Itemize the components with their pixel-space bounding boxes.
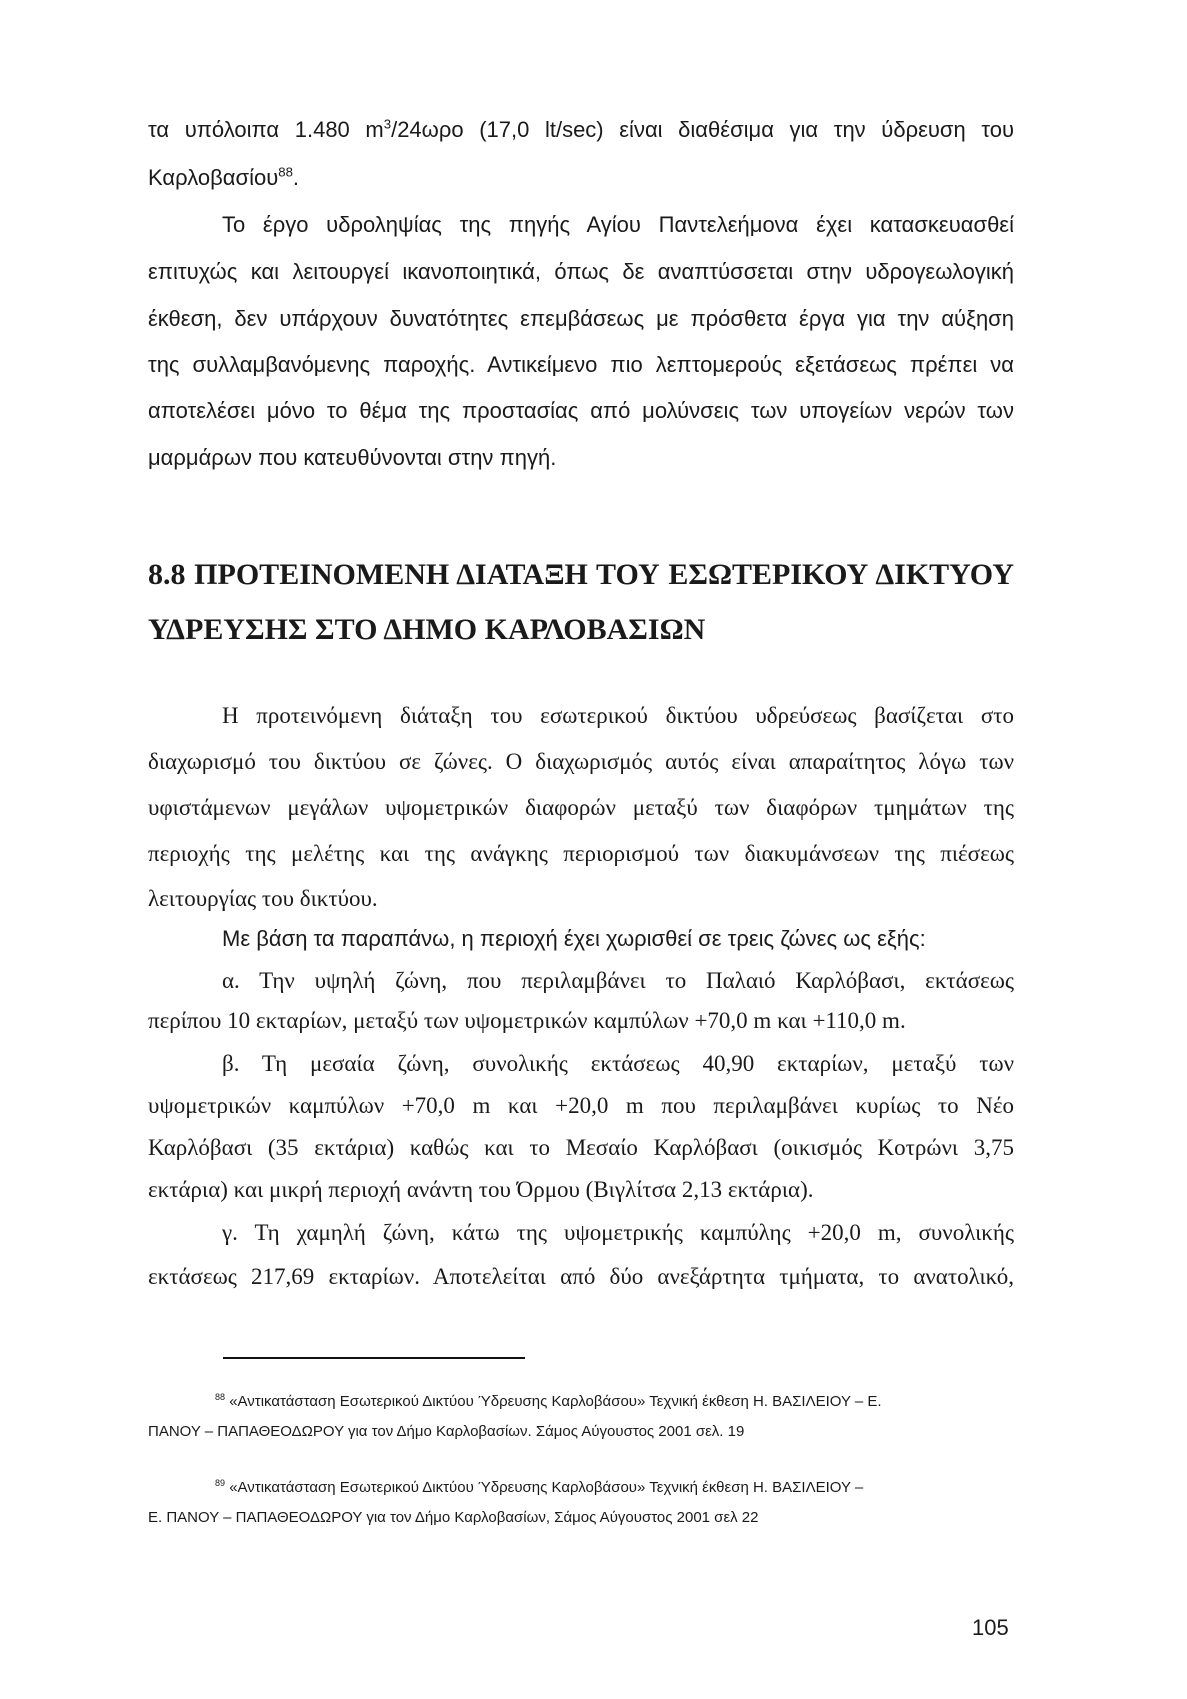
paragraph-line: Το έργο υδροληψίας της πηγής Αγίου Παντελεήμονα έχει κατασκευασθεί	[222, 212, 1014, 237]
list-item-c: γ. Τη χαμηλή ζώνη, κάτω της υψομετρικής καμπύλης +20,0 m, συνολικής	[222, 1220, 1014, 1245]
body-line: υφιστάμενων μεγάλων υψομετρικών διαφορών μεταξύ των διαφόρων τμημάτων της	[148, 795, 1014, 820]
list-item-a: α. Την υψηλή ζώνη, που περιλαμβάνει το Παλαιό Καρλόβασι, εκτάσεως	[222, 968, 1014, 993]
page-number: 105	[972, 1615, 1009, 1640]
body-line: υψομετρικών καμπύλων +70,0 m και +20,0 m που περιλαμβάνει κυρίως το Νέο	[148, 1093, 1014, 1118]
body-line: διαχωρισμό του δικτύου σε ζώνες. Ο διαχωρισμός αυτός είναι απαραίτητος λόγω των	[148, 749, 1014, 774]
footnote-ref-88: 88	[278, 164, 293, 180]
footnote-89: $^{89}$ «Αντικατάσταση Εσωτερικού Δικτύου Ύδρευσης Καρλοβάσου» Τεχνική έκθεση Η. ΒΑΣΙΛΕΙΟΥ –	[215, 1478, 864, 1496]
section-heading: 8.8 ΠΡΟΤΕΙΝΟΜΕΝΗ ΔΙΑΤΑΞΗ ΤΟΥ ΕΣΩΤΕΡΙΚΟΥ ΔΙΚΤΥΟΥ	[148, 558, 1014, 591]
paragraph-line: επιτυχώς και λειτουργεί ικανοποιητικά, όπως δε αναπτύσσεται στην υδρογεωλογική	[148, 259, 1014, 284]
body-line: εκτάρια) και μικρή περιοχή ανάντη του Όρμου (Βιγλίτσα 2,13 εκτάρια).	[148, 1177, 814, 1202]
footnote-88: $^{88}$ «Αντικατάσταση Εσωτερικού Δικτύου Ύδρευσης Καρλοβάσου» Τεχνική έκθεση Η. ΒΑΣΙΛΕΙΟΥ – Ε.	[215, 1392, 882, 1410]
footnote-separator	[223, 1357, 525, 1359]
paragraph-line: Καρλοβασίου$^{88}$.	[148, 164, 300, 190]
paragraph-line: αποτελέσει μόνο το θέμα της προστασίας από μολύνσεις των υπογείων νερών των	[148, 398, 1014, 423]
body-line: περιοχής της μελέτης και της ανάγκης περιορισμού των διακυμάνσεων της πιέσεως	[148, 841, 1014, 866]
section-heading: ΥΔΡΕΥΣΗΣ ΣΤΟ ΔΗΜΟ ΚΑΡΛΟΒΑΣΙΩΝ	[148, 613, 706, 646]
list-item-b: β. Τη μεσαία ζώνη, συνολικής εκτάσεως 40,90 εκταρίων, μεταξύ των	[222, 1051, 1014, 1076]
paragraph-line: της συλλαμβανόμενης παροχής. Αντικείμενο πιο λεπτομερούς εξετάσεως πρέπει να	[148, 352, 1014, 377]
body-line: περίπου 10 εκταρίων, μεταξύ των υψομετρικών καμπύλων +70,0 m και +110,0 m.	[148, 1008, 906, 1033]
paragraph-line: μαρμάρων που κατευθύνονται στην πηγή.	[148, 445, 557, 470]
paragraph-line: έκθεση, δεν υπάρχουν δυνατότητες επεμβάσεως με πρόσθετα έργα για την αύξηση	[148, 306, 1014, 331]
footnote-89-continued: Ε. ΠΑΝΟΥ – ΠΑΠΑΘΕΟΔΩΡΟΥ για τον Δήμο Καρλοβασίων, Σάμος Αύγουστος 2001 σελ 22	[148, 1509, 759, 1526]
paragraph-line: τα υπόλοιπα 1.480 $m^3/24\omega\rho o$ (17,0 lt/sec) είναι διαθέσιμα για την ύδρευση του	[148, 116, 1015, 142]
body-line: Η προτεινόμενη διάταξη του εσωτερικού δικτύου υδρεύσεως βασίζεται στο	[222, 703, 1014, 728]
body-line: Καρλόβασι (35 εκτάρια) καθώς και το Μεσαίο Καρλόβασι (οικισμός Κοτρώνι 3,75	[148, 1135, 1014, 1160]
body-line: λειτουργίας του δικτύου.	[148, 886, 378, 911]
body-line: εκτάσεως 217,69 εκταρίων. Αποτελείται από δύο ανεξάρτητα τμήματα, το ανατολικό,	[148, 1264, 1014, 1289]
body-line: Με βάση τα παραπάνω, η περιοχή έχει χωρισθεί σε τρεις ζώνες ως εξής:	[222, 926, 926, 951]
footnote-88-continued: ΠΑΝΟΥ – ΠΑΠΑΘΕΟΔΩΡΟΥ για τον Δήμο Καρλοβασίων. Σάμος Αύγουστος 2001 σελ. 19	[148, 1423, 745, 1440]
